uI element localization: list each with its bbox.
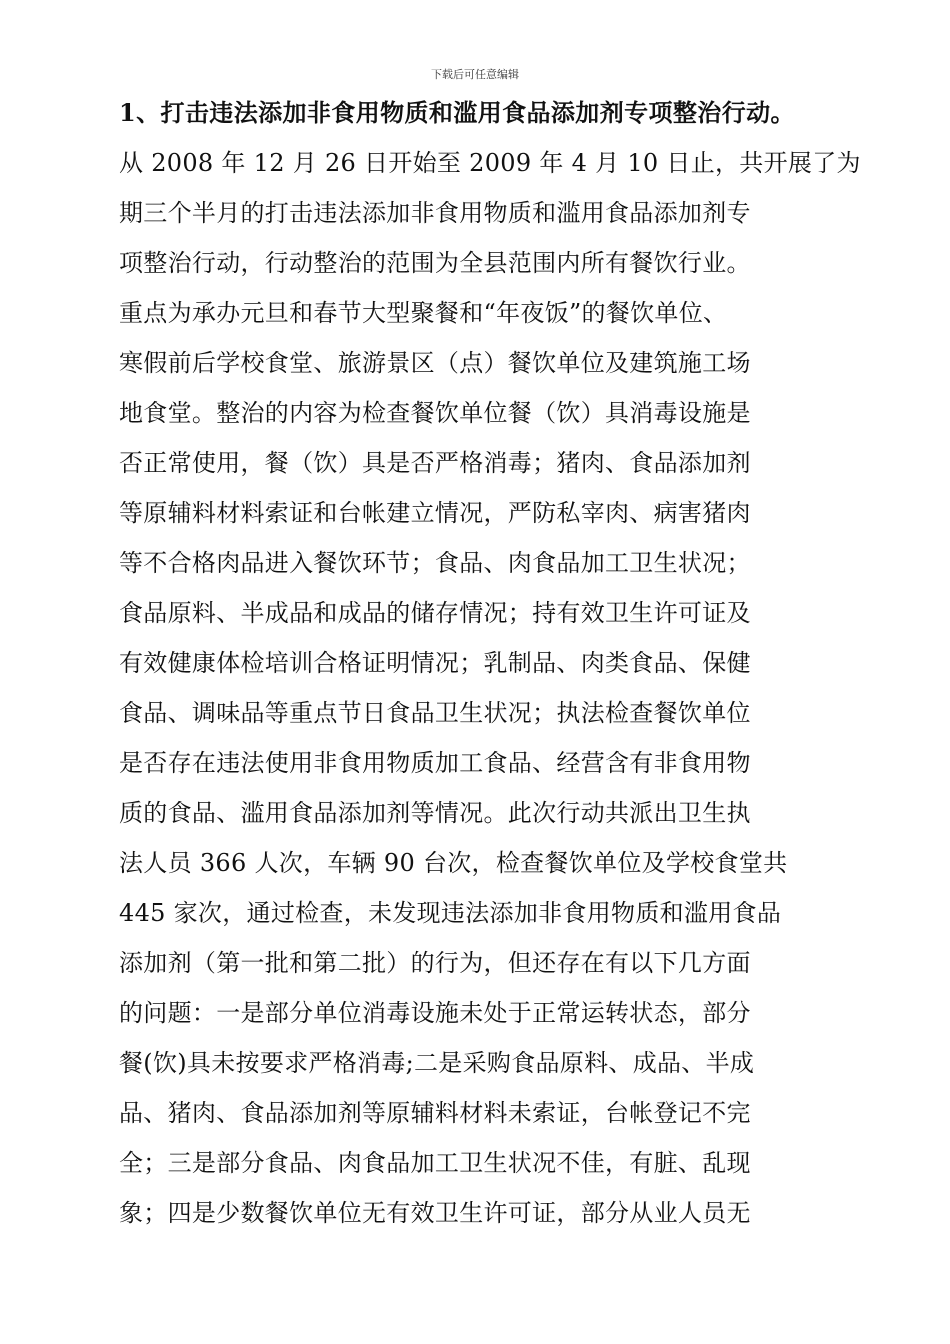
paragraph-line: 等不合格肉品进入餐饮环节；食品、肉食品加工卫生状况； xyxy=(119,549,751,577)
paragraph-line: 寒假前后学校食堂、旅游景区（点）餐饮单位及建筑施工场 xyxy=(119,349,751,377)
paragraph-line: 法人员 366 人次，车辆 90 台次，检查餐饮单位及学校食堂共 xyxy=(119,849,788,877)
paragraph-line: 否正常使用，餐（饮）具是否严格消毒；猪肉、食品添加剂 xyxy=(119,449,751,477)
paragraph-line: 全；三是部分食品、肉食品加工卫生状况不佳，有脏、乱现 xyxy=(119,1149,751,1177)
paragraph-line: 期三个半月的打击违法添加非食用物质和滥用食品添加剂专 xyxy=(119,199,751,227)
paragraph-line: 从 2008 年 12 月 26 日开始至 2009 年 4 月 10 日止，共开展了为 xyxy=(119,149,861,177)
section-heading: 1、打击违法添加非食用物质和滥用食品添加剂专项整治行动。 xyxy=(119,98,795,127)
paragraph-line: 等原辅料材料索证和台帐建立情况，严防私宰肉、病害猪肉 xyxy=(119,499,751,527)
paragraph-line: 质的食品、滥用食品添加剂等情况。此次行动共派出卫生执 xyxy=(119,799,751,827)
paragraph-line: 添加剂（第一批和第二批）的行为，但还存在有以下几方面 xyxy=(119,949,751,977)
paragraph-line: 项整治行动，行动整治的范围为全县范围内所有餐饮行业。 xyxy=(119,249,751,277)
paragraph-line: 食品原料、半成品和成品的储存情况；持有效卫生许可证及 xyxy=(119,599,751,627)
paragraph-line: 象；四是少数餐饮单位无有效卫生许可证，部分从业人员无 xyxy=(119,1199,751,1227)
header-note: 下载后可任意编辑 xyxy=(431,68,519,81)
paragraph-line: 重点为承办元旦和春节大型聚餐和“年夜饭”的餐饮单位、 xyxy=(119,299,728,327)
paragraph xyxy=(119,138,861,1238)
paragraph-line: 是否存在违法使用非食用物质加工食品、经营含有非食用物 xyxy=(119,749,751,777)
paragraph-line: 有效健康体检培训合格证明情况；乳制品、肉类食品、保健 xyxy=(119,649,751,677)
paragraph-line: 的问题：一是部分单位消毒设施未处于正常运转状态，部分 xyxy=(119,999,751,1027)
paragraph-line: 食品、调味品等重点节日食品卫生状况；执法检查餐饮单位 xyxy=(119,699,751,727)
paragraph-line: 餐(饮)具未按要求严格消毒;二是采购食品原料、成品、半成 xyxy=(119,1049,755,1077)
paragraph-line: 445 家次，通过检查，未发现违法添加非食用物质和滥用食品 xyxy=(119,899,782,927)
paragraph-line: 地食堂。整治的内容为检查餐饮单位餐（饮）具消毒设施是 xyxy=(119,399,751,427)
paragraph-line: 品、猪肉、食品添加剂等原辅料材料未索证，台帐登记不完 xyxy=(119,1099,751,1127)
document-body xyxy=(119,88,861,1238)
